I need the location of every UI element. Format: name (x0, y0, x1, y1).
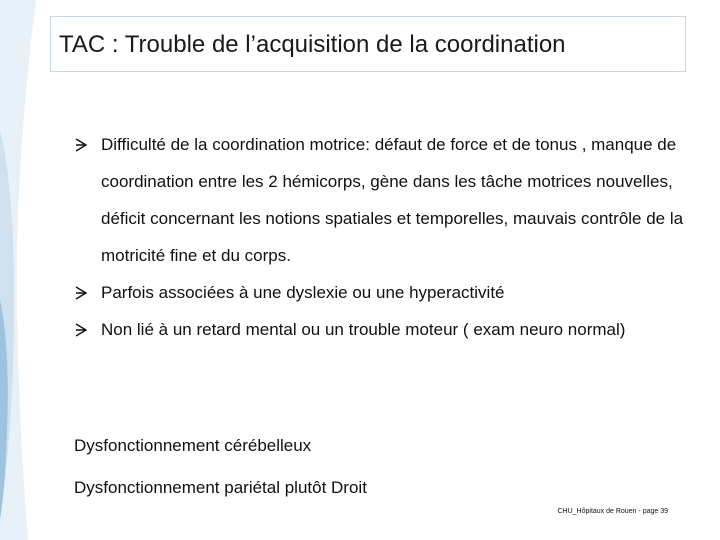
bullet-text: Non lié à un retard mental ou un trouble moteur ( exam neuro normal) (101, 320, 626, 339)
bullet-item (74, 311, 694, 348)
bullet-text: Parfois associées à une dyslexie ou une hyperactivité (101, 283, 505, 302)
slide-title: TAC : Trouble de l’acquisition de la coordination (59, 31, 566, 58)
cerebellar-line: Dysfonctionnement cérébelleux (74, 436, 312, 455)
bullet-item (74, 274, 694, 311)
title-box (50, 16, 686, 72)
bullet-text: Difficulté de la coordination motrice: défaut de force et de tonus , manque de coordination entre les 2 hémicorps, gène dans les tâche motrices nouvelles, déficit concernant les notions spatiales et temporelles, mauvais contrôle de la motricité fine et du corps. (101, 135, 684, 265)
bullet-list (74, 126, 694, 348)
arrow-bullet-icon (74, 311, 92, 348)
decor-light-shape (0, 0, 36, 540)
arrow-bullet-icon (74, 274, 92, 311)
bullet-item (74, 126, 694, 274)
parietal-line: Dysfonctionnement pariétal plutôt Droit (74, 478, 367, 497)
decor-dark-shape (0, 300, 8, 520)
left-decoration (0, 0, 60, 540)
decor-mid-shape (0, 130, 14, 520)
arrow-bullet-icon (74, 126, 92, 163)
footer-text: CHU_Hôpitaux de Rouen - page 39 (557, 508, 668, 515)
